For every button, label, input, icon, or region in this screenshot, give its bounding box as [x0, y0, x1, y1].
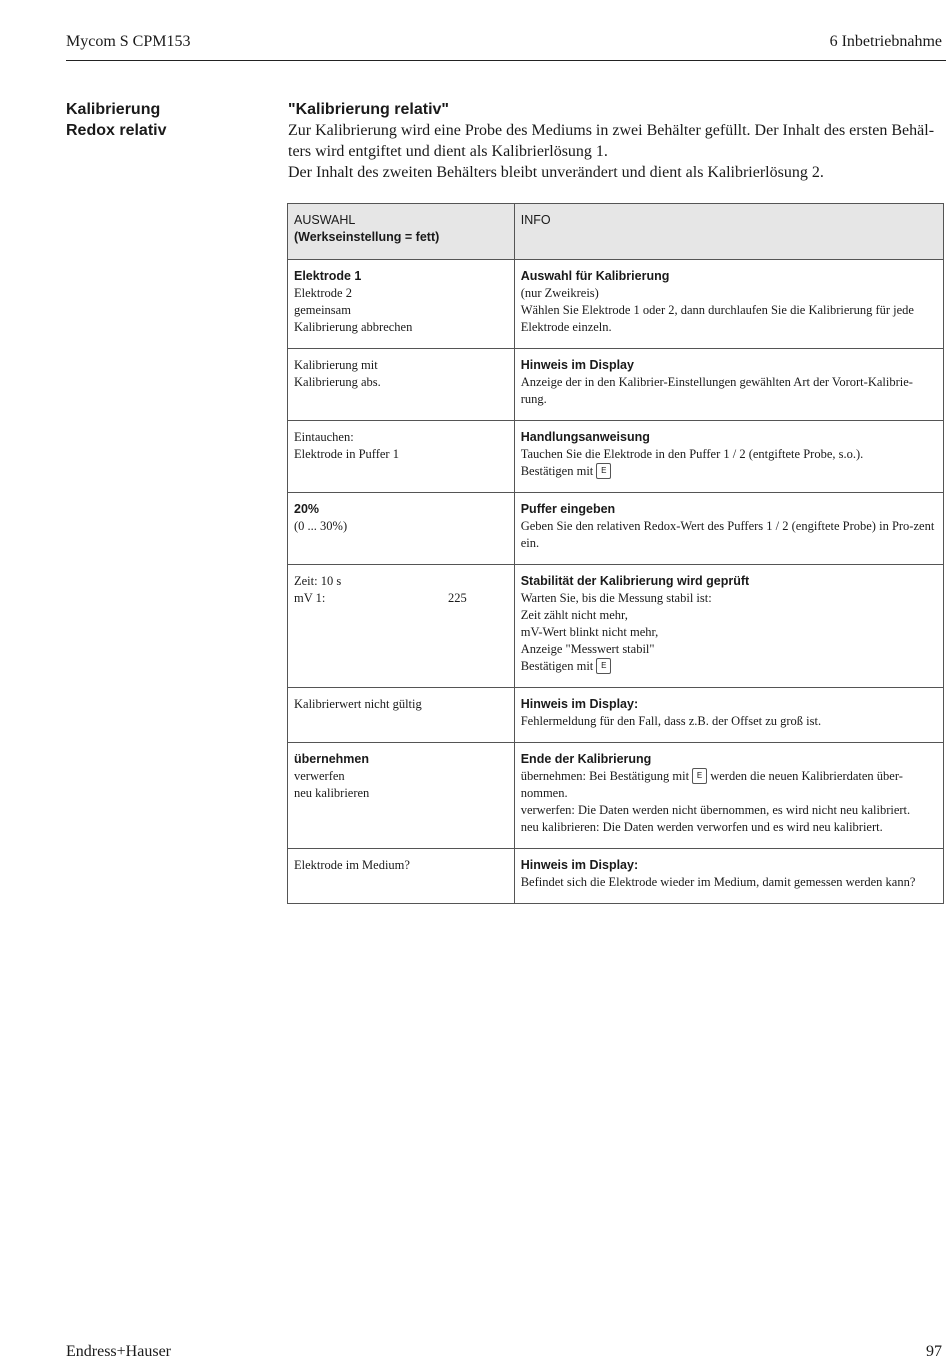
info-text: Befindet sich die Elektrode wieder im Medium, damit gemessen werden kann? — [520, 875, 916, 889]
info-text: neu kalibrieren: Die Daten werden verworfen und es wird neu kalibriert. — [520, 820, 883, 834]
option: Kalibrierung abbrechen — [294, 320, 413, 334]
mv-readout — [294, 590, 508, 607]
option-default: übernehmen — [294, 752, 370, 766]
enter-key-icon: E — [692, 768, 707, 784]
footer-brand: Endress+Hauser — [66, 1343, 171, 1360]
info-cell — [514, 349, 943, 421]
header-info-label: INFO — [520, 213, 551, 227]
intro-paragraph-1: Zur Kalibrierung wird eine Probe des Mediums in zwei Behälter gefüllt. Der Inhalt des ersten Behäl-ters wird entgiftet und dient als Kalibrierlösung 1. — [288, 122, 935, 160]
header-selection-label: AUSWAHL — [294, 213, 356, 227]
table-header-row — [288, 204, 944, 260]
info-text-confirm — [521, 463, 937, 480]
info-title: Hinweis im Display: — [520, 697, 639, 711]
table-row — [288, 565, 944, 688]
option-default: Elektrode 1 — [294, 269, 362, 283]
intro-title: "Kalibrierung relativ" — [288, 101, 449, 118]
info-cell — [514, 743, 943, 849]
info-title: Hinweis im Display: — [520, 858, 639, 872]
header-divider — [66, 60, 946, 61]
confirm-label: Bestätigen mit — [520, 464, 594, 478]
option: gemeinsam — [294, 303, 351, 317]
intro-text — [288, 99, 944, 183]
selection-cell — [288, 688, 515, 743]
selection-cell — [288, 493, 515, 565]
option: Kalibrierwert nicht gültig — [294, 697, 422, 711]
info-title: Stabilität der Kalibrierung wird geprüft — [520, 574, 750, 588]
option: verwerfen — [294, 769, 345, 783]
section-heading-line1: Kalibrierung — [66, 101, 161, 118]
table-row — [288, 743, 944, 849]
enter-key-icon: E — [596, 463, 611, 479]
info-text-confirm — [521, 658, 937, 675]
info-text: Warten Sie, bis die Messung stabil ist: — [520, 591, 712, 605]
table-row — [288, 349, 944, 421]
intro-paragraph-2: Der Inhalt des zweiten Behälters bleibt unverändert und dient als Kalibrierlösung 2. — [288, 164, 824, 181]
info-text: mV-Wert blinkt nicht mehr, — [520, 625, 659, 639]
option: Elektrode im Medium? — [294, 858, 410, 872]
table-row — [288, 260, 944, 349]
table-row — [288, 493, 944, 565]
info-text: Zeit zählt nicht mehr, — [520, 608, 628, 622]
info-text: Fehlermeldung für den Fall, dass z.B. der Offset zu groß ist. — [520, 714, 822, 728]
option: Kalibrierung mit — [294, 358, 378, 372]
info-text: übernehmen: Bei Bestätigung mit — [520, 769, 690, 783]
header-info-cell — [514, 204, 943, 260]
info-cell — [514, 688, 943, 743]
selection-cell — [288, 565, 515, 688]
info-text: werden die neuen Kalibrierdaten über-nommen. — [520, 769, 903, 800]
table-row — [288, 421, 944, 493]
info-title: Ende der Kalibrierung — [520, 752, 652, 766]
info-text: Geben Sie den relativen Redox-Wert des Puffers 1 / 2 (engiftete Probe) in Pro-zent ein. — [520, 519, 935, 550]
option: Eintauchen: — [294, 430, 354, 444]
info-title: Puffer eingeben — [520, 502, 616, 516]
selection-cell — [288, 349, 515, 421]
info-text: (nur Zweikreis) — [520, 286, 599, 300]
option-default: 20% — [294, 502, 320, 516]
info-text: Tauchen Sie die Elektrode in den Puffer 1 / 2 (entgiftete Probe, s.o.). — [520, 447, 864, 461]
option-range: (0 ... 30%) — [294, 519, 348, 533]
info-cell — [514, 565, 943, 688]
confirm-label: Bestätigen mit — [520, 659, 594, 673]
calibration-table — [287, 203, 944, 904]
selection-cell — [288, 260, 515, 349]
document-title: Mycom S CPM153 — [66, 33, 191, 50]
info-title: Auswahl für Kalibrierung — [520, 269, 670, 283]
info-text: verwerfen: Die Daten werden nicht übernommen, es wird nicht neu kalibriert. — [520, 803, 911, 817]
option: Kalibrierung abs. — [294, 375, 381, 389]
option: Elektrode in Puffer 1 — [294, 447, 399, 461]
option: neu kalibrieren — [294, 786, 370, 800]
info-cell — [514, 260, 943, 349]
header-selection-note: (Werkseinstellung = fett) — [294, 230, 440, 244]
header-selection-cell — [288, 204, 515, 260]
mv-label: mV 1: — [294, 591, 326, 605]
info-title: Handlungsanweisung — [520, 430, 650, 444]
info-title: Hinweis im Display — [520, 358, 634, 372]
selection-cell — [288, 421, 515, 493]
section-heading-line2: Redox relativ — [66, 122, 167, 139]
option: Elektrode 2 — [294, 286, 352, 300]
page-number: 97 — [926, 1343, 942, 1360]
mv-value: 225 — [448, 591, 467, 605]
section-heading — [66, 99, 266, 141]
enter-key-icon: E — [596, 658, 611, 674]
table-row — [288, 688, 944, 743]
info-cell — [514, 421, 943, 493]
selection-cell — [288, 743, 515, 849]
time-readout: Zeit: 10 s — [294, 574, 342, 588]
info-text: Wählen Sie Elektrode 1 oder 2, dann durchlaufen Sie die Kalibrierung für jede Elektrode einzeln. — [520, 303, 914, 334]
info-cell — [514, 493, 943, 565]
info-text: Anzeige "Messwert stabil" — [520, 642, 655, 656]
info-text: Anzeige der in den Kalibrier-Einstellungen gewählten Art der Vorort-Kalibrie-rung. — [520, 375, 913, 406]
table-row — [288, 849, 944, 904]
selection-cell — [288, 849, 515, 904]
chapter-title: 6 Inbetriebnahme — [829, 33, 942, 50]
info-cell — [514, 849, 943, 904]
